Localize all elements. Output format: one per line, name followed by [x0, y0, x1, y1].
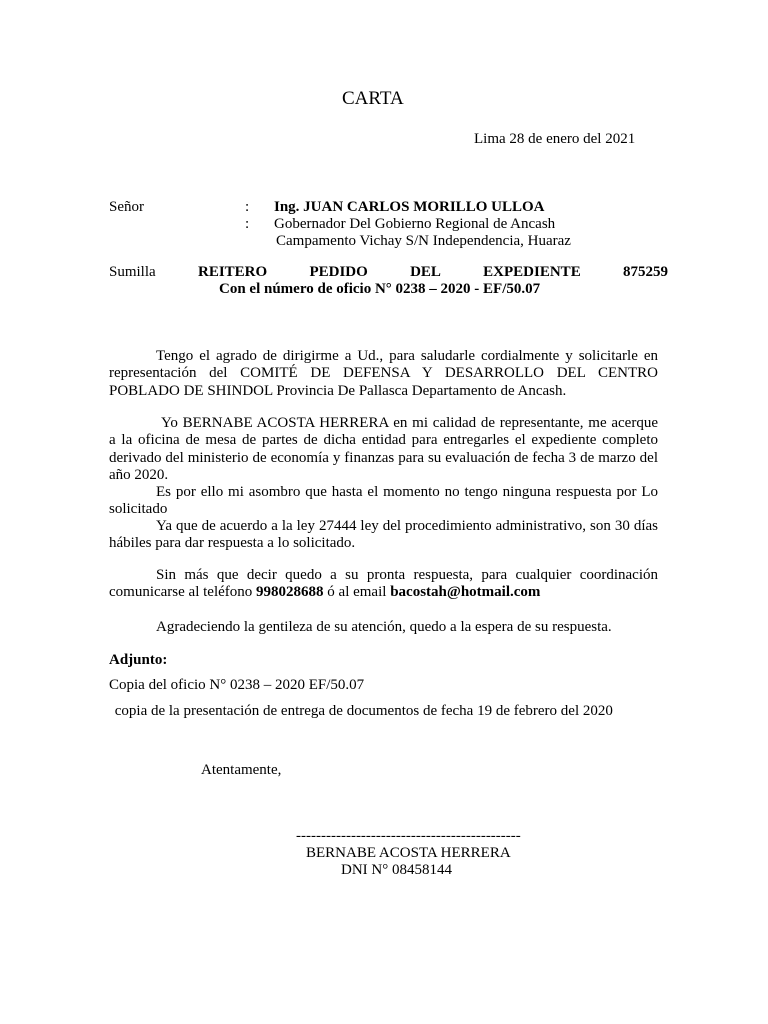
sumilla-word: EXPEDIENTE [483, 264, 581, 280]
recipient-address: Campamento Vichay S/N Independencia, Huaraz [276, 233, 571, 249]
sumilla-word: REITERO [198, 264, 268, 280]
recipient-position: Gobernador Del Gobierno Regional de Ancash [274, 216, 556, 232]
sumilla-label: Sumilla [109, 264, 156, 280]
body-paragraph-2: Yo BERNABE ACOSTA HERRERA en mi calidad de representante, me acerque a la oficina de mesa de partes de dicha entidad para entregarles el expediente completo derivado del ministerio de economía y finanzas para su evaluación de fecha 3 de marzo del año 2020. [109, 415, 658, 483]
body-paragraph-6: Agradeciendo la gentileza de su atención, quedo a la espera de su respuesta. [156, 619, 612, 635]
sumilla-line-1 [198, 264, 668, 281]
closing: Atentamente, [201, 762, 282, 778]
sumilla-word: DEL [410, 264, 441, 280]
sumilla-word: 875259 [622, 264, 668, 280]
signature-id: DNI N° 08458144 [341, 862, 452, 878]
sumilla-line-2: Con el número de oficio N° 0238 – 2020 - EF/50.07 [219, 281, 541, 297]
recipient-sep-1: : [245, 199, 250, 215]
email-address: bacostah@hotmail.com [390, 584, 541, 601]
body-paragraph-4: Ya que de acuerdo a la ley 27444 ley del procedimiento administrativo, son 30 días hábiles para dar respuesta a lo solicitado. [109, 518, 658, 552]
recipient-sep-2: : [245, 216, 250, 232]
body-paragraph-1: Tengo el agrado de dirigirme a Ud., para saludarle cordialmente y solicitarle en representación del COMITÉ DE DEFENSA Y DESARROLLO DEL CENTRO POBLADO DE SHINDOL Provincia De Pallasca Departamento de Ancash. [109, 348, 658, 399]
signature-line: --------------------------------------------- [296, 828, 521, 844]
signature-name: BERNABE ACOSTA HERRERA [306, 845, 511, 861]
sumilla-word: PEDIDO [309, 264, 368, 280]
letter-title: CARTA [342, 88, 404, 109]
place-date: Lima 28 de enero del 2021 [474, 131, 636, 147]
attachment-item-1: Copia del oficio N° 0238 – 2020 EF/50.07 [109, 677, 365, 693]
attachments-heading: Adjunto: [109, 652, 168, 668]
body-paragraph-5: Sin más que decir quedo a su pronta respuesta, para cualquier coordinación comunicarse al teléfono 998028688 ó al email bacostah@hotmail.com [109, 567, 658, 601]
recipient-label: Señor [109, 199, 144, 215]
phone-number: 998028688 [256, 584, 324, 601]
body-paragraph-3: Es por ello mi asombro que hasta el momento no tengo ninguna respuesta por Lo solicitado [109, 484, 658, 518]
recipient-name: Ing. JUAN CARLOS MORILLO ULLOA [274, 199, 545, 215]
attachment-item-2: copia de la presentación de entrega de documentos de fecha 19 de febrero del 2020 [111, 703, 613, 719]
